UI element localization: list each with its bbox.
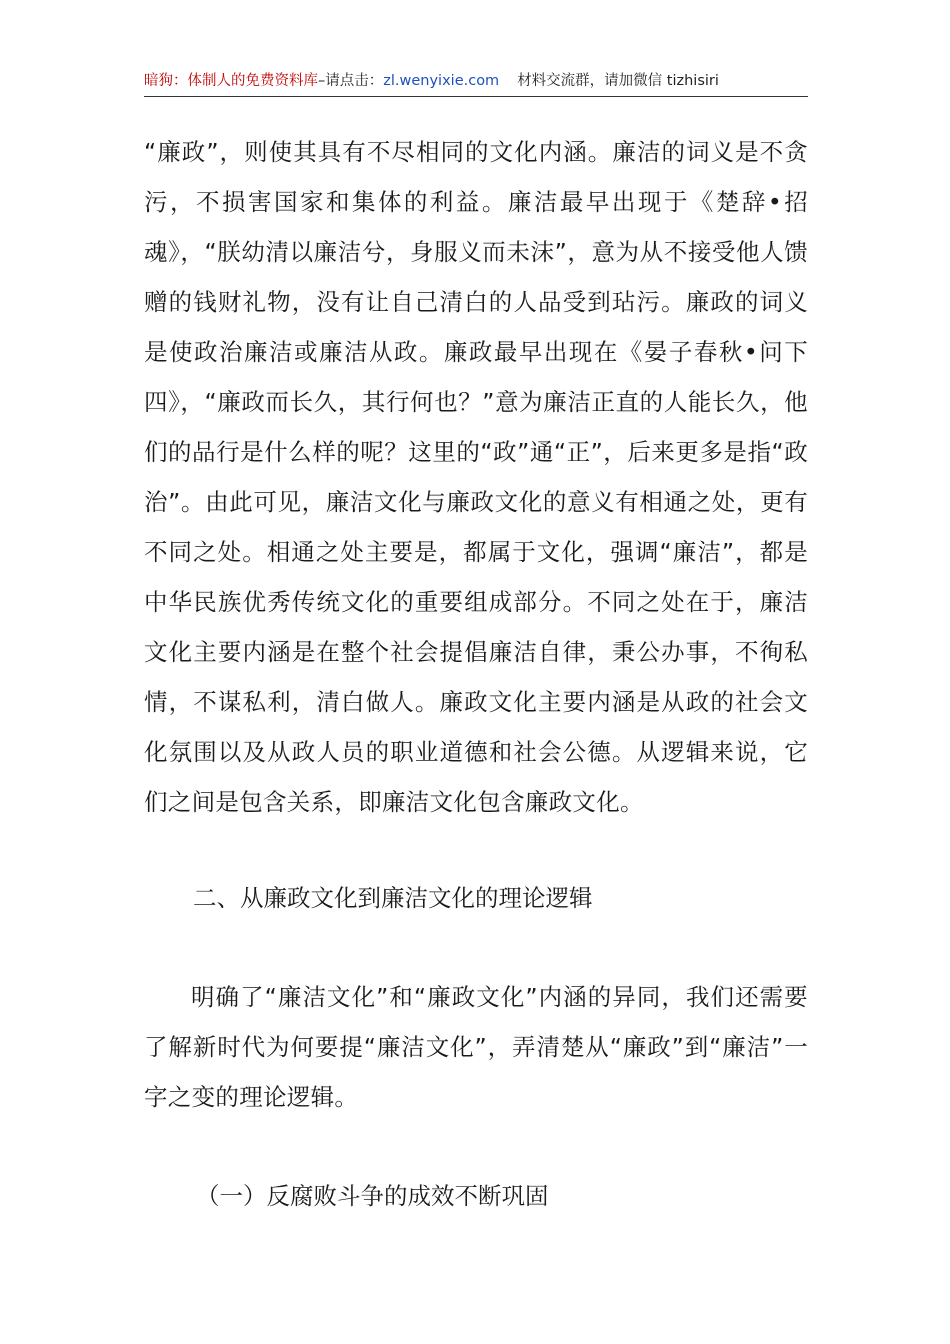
subsection-heading: （一）反腐败斗争的成效不断巩固 (196, 1182, 549, 1210)
page-header (144, 66, 808, 97)
section-heading: 二、从廉政文化到廉洁文化的理论逻辑 (193, 884, 593, 912)
header-click-prompt: –请点击： (318, 73, 384, 89)
body-paragraph-1: “廉政”，则使其具有不尽相同的文化内涵。廉洁的词义是不贪污，不损害国家和集体的利益。廉洁最早出现于《楚辞•招魂》，“朕幼清以廉洁兮，身服义而未沫”，意为从不接受他人馈赠的钱财礼物，没有让自己清白的人品受到玷污。廉政的词义是使政治廉洁或廉洁从政。廉政最早出现在《晏子春秋•问下四》，“廉政而长久，其行何也？”意为廉洁正直的人能长久，他们的品行是什么样的呢？这里的“政”通“正”，后来更多是指“政治”。由此可见，廉洁文化与廉政文化的意义有相通之处，更有不同之处。相通之处主要是，都属于文化，强调“廉洁”，都是中华民族优秀传统文化的重要组成部分。不同之处在于，廉洁文化主要内涵是在整个社会提倡廉洁自律，秉公办事，不徇私情，不谋私利，清白做人。廉政文化主要内涵是从政的社会文化氛围以及从政人员的职业道德和社会公德。从逻辑来说，它们之间是包含关系，即廉洁文化包含廉政文化。 (144, 138, 808, 816)
body-paragraph-2: 明确了“廉洁文化”和“廉政文化”内涵的异同，我们还需要了解新时代为何要提“廉洁文化”，弄清楚从“廉政”到“廉洁”一字之变的理论逻辑。 (144, 983, 808, 1111)
header-link[interactable]: zl.wenyixie.com (383, 73, 500, 89)
header-contact: 材料交流群，请加微信 tizhisiri (517, 73, 719, 89)
header-brand: 暗狗：体制人的免费资料库 (144, 73, 318, 89)
